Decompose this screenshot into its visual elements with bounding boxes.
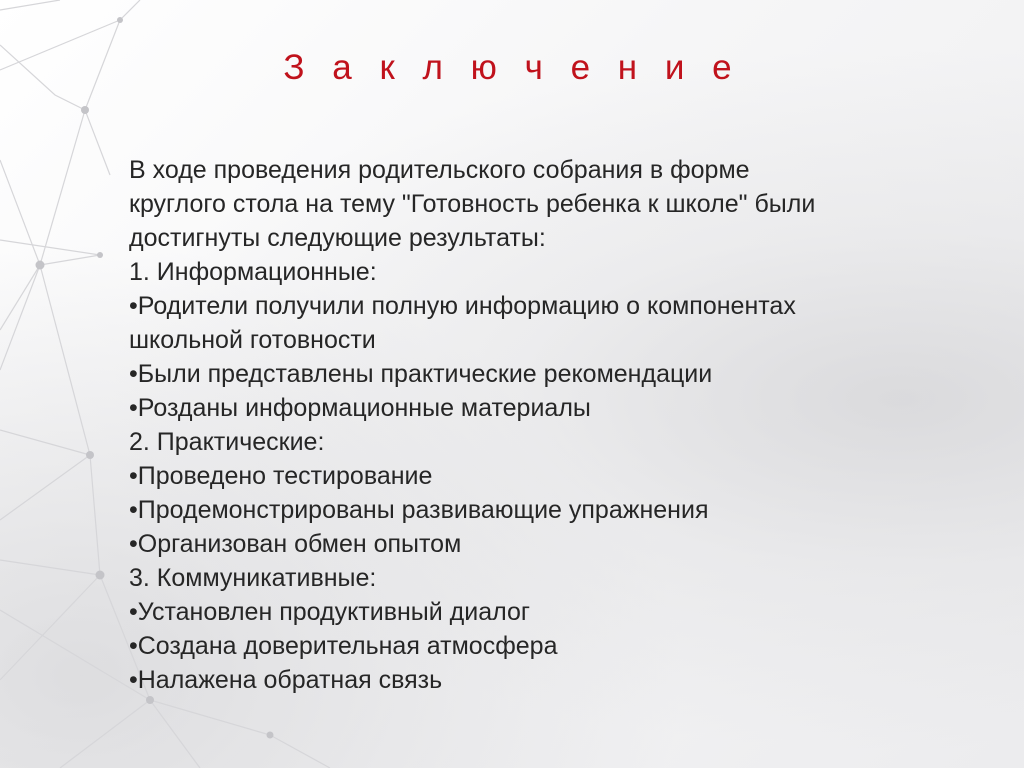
section-heading-informational: 1. Информационные:: [129, 258, 377, 286]
bullet-item: •Родители получили полную информацию о компонентах: [129, 292, 796, 320]
slide-body: [129, 153, 989, 697]
bullet-item: •Продемонстрированы развивающие упражнения: [129, 496, 709, 524]
bullet-item: •Были представлены практические рекомендации: [129, 360, 713, 388]
slide-title: З а к л ю ч е н и е: [283, 48, 741, 87]
bullet-item: •Налажена обратная связь: [129, 666, 443, 694]
section-heading-communicative: 3. Коммуникативные:: [129, 564, 377, 592]
section-heading-practical: 2. Практические:: [129, 428, 325, 456]
bullet-item: •Установлен продуктивный диалог: [129, 598, 531, 626]
bullet-item: •Проведено тестирование: [129, 462, 433, 490]
body-line-intro-1: В ходе проведения родительского собрания в форме: [129, 156, 750, 184]
bullet-item: •Создана доверительная атмосфера: [129, 632, 558, 660]
body-line-intro-3: достигнуты следующие результаты:: [129, 224, 546, 252]
bullet-item: •Организован обмен опытом: [129, 530, 462, 558]
body-line-intro-2: круглого стола на тему "Готовность ребенка к школе" были: [129, 190, 816, 218]
bullet-item-continuation: школьной готовности: [129, 326, 376, 354]
bullet-item: •Розданы информационные материалы: [129, 394, 591, 422]
